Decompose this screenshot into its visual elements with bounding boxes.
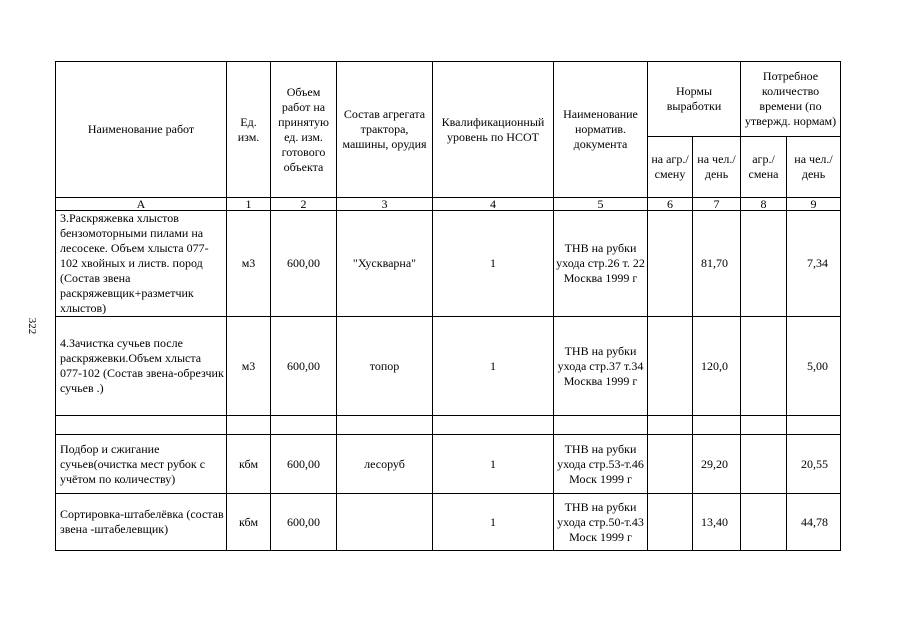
level-cell [433, 416, 554, 435]
doc-cell: ТНВ на рубки ухода стр.26 т. 22 Москва 1999 г [554, 211, 648, 317]
volume-cell: 600,00 [271, 211, 337, 317]
column-number: А [56, 198, 227, 211]
table-row [56, 494, 841, 551]
header-norm-doc: Наименование норматив. документа [554, 62, 648, 198]
column-number: 5 [554, 198, 648, 211]
doc-cell: ТНВ на рубки ухода стр.53-т.46 Моск 1999 г [554, 435, 648, 494]
level-cell: 1 [433, 317, 554, 416]
time-unit-shift-cell [741, 494, 787, 551]
unit-cell: м3 [227, 317, 271, 416]
equipment-cell [337, 494, 433, 551]
unit-cell: кбм [227, 494, 271, 551]
unit-cell: кбм [227, 435, 271, 494]
equipment-cell: "Хускварна" [337, 211, 433, 317]
header-per-unit-shift: на агр./ смену [648, 137, 693, 198]
level-cell: 1 [433, 211, 554, 317]
work-name-cell: Подбор и сжигание сучьев(очистка мест рубок с учётом по количеству) [56, 435, 227, 494]
column-number: 1 [227, 198, 271, 211]
column-number: 4 [433, 198, 554, 211]
work-name-cell [56, 416, 227, 435]
header-equipment: Состав агрегата трактора, машины, орудия [337, 62, 433, 198]
equipment-cell: лесоруб [337, 435, 433, 494]
time-person-day-cell: 5,00 [787, 317, 841, 416]
header-unit: Ед. изм. [227, 62, 271, 198]
norm-unit-shift-cell [648, 494, 693, 551]
header-qualification: Квалификационный уровень по НСОТ [433, 62, 554, 198]
column-number: 2 [271, 198, 337, 211]
time-person-day-cell [787, 416, 841, 435]
table-row [56, 211, 841, 317]
unit-cell [227, 416, 271, 435]
unit-cell: м3 [227, 211, 271, 317]
norm-unit-shift-cell [648, 416, 693, 435]
time-unit-shift-cell [741, 435, 787, 494]
norm-person-day-cell: 29,20 [693, 435, 741, 494]
column-number: 3 [337, 198, 433, 211]
header-time-required: Потребное количество времени (по утвержд. нормам) [741, 62, 841, 137]
column-number: 7 [693, 198, 741, 211]
volume-cell: 600,00 [271, 435, 337, 494]
work-norms-table [55, 61, 841, 551]
column-number: 6 [648, 198, 693, 211]
header-per-person-day: на чел./ день [693, 137, 741, 198]
header-person-day: на чел./ день [787, 137, 841, 198]
work-name-cell: Сортировка-штабелёвка (состав звена -штабелевщик) [56, 494, 227, 551]
time-unit-shift-cell [741, 317, 787, 416]
doc-cell [554, 416, 648, 435]
norm-person-day-cell: 120,0 [693, 317, 741, 416]
doc-cell: ТНВ на рубки ухода стр.37 т.34 Москва 1999 г [554, 317, 648, 416]
table-row [56, 317, 841, 416]
norm-person-day-cell: 13,40 [693, 494, 741, 551]
page-number: 322 [26, 317, 38, 335]
header-norms: Нормы выработки [648, 62, 741, 137]
time-unit-shift-cell [741, 211, 787, 317]
work-name-cell: 4.Зачистка сучьев после раскряжевки.Объем хлыста 077-102 (Состав звена-обрезчик сучьев .) [56, 317, 227, 416]
volume-cell: 600,00 [271, 494, 337, 551]
equipment-cell: топор [337, 317, 433, 416]
work-name-cell: 3.Раскряжевка хлыстов бензомоторными пилами на лесосеке. Объем хлыста 077-102 хвойных и листв. пород (Состав звена раскряжевщик+разметчик хлыстов) [56, 211, 227, 317]
equipment-cell [337, 416, 433, 435]
column-number-row [56, 198, 841, 211]
header-row [56, 62, 841, 137]
time-person-day-cell: 44,78 [787, 494, 841, 551]
time-person-day-cell: 20,55 [787, 435, 841, 494]
table-row [56, 435, 841, 494]
column-number: 8 [741, 198, 787, 211]
doc-cell: ТНВ на рубки ухода стр.50-т.43 Моск 1999 г [554, 494, 648, 551]
norm-unit-shift-cell [648, 317, 693, 416]
table-row [56, 416, 841, 435]
norm-person-day-cell [693, 416, 741, 435]
time-person-day-cell: 7,34 [787, 211, 841, 317]
level-cell: 1 [433, 435, 554, 494]
level-cell: 1 [433, 494, 554, 551]
column-number: 9 [787, 198, 841, 211]
volume-cell [271, 416, 337, 435]
header-unit-shift: агр./ смена [741, 137, 787, 198]
volume-cell: 600,00 [271, 317, 337, 416]
header-work-name: Наименование работ [56, 62, 227, 198]
norm-unit-shift-cell [648, 435, 693, 494]
norm-unit-shift-cell [648, 211, 693, 317]
header-volume: Объем работ на принятую ед. изм. готового объекта [271, 62, 337, 198]
norm-person-day-cell: 81,70 [693, 211, 741, 317]
time-unit-shift-cell [741, 416, 787, 435]
